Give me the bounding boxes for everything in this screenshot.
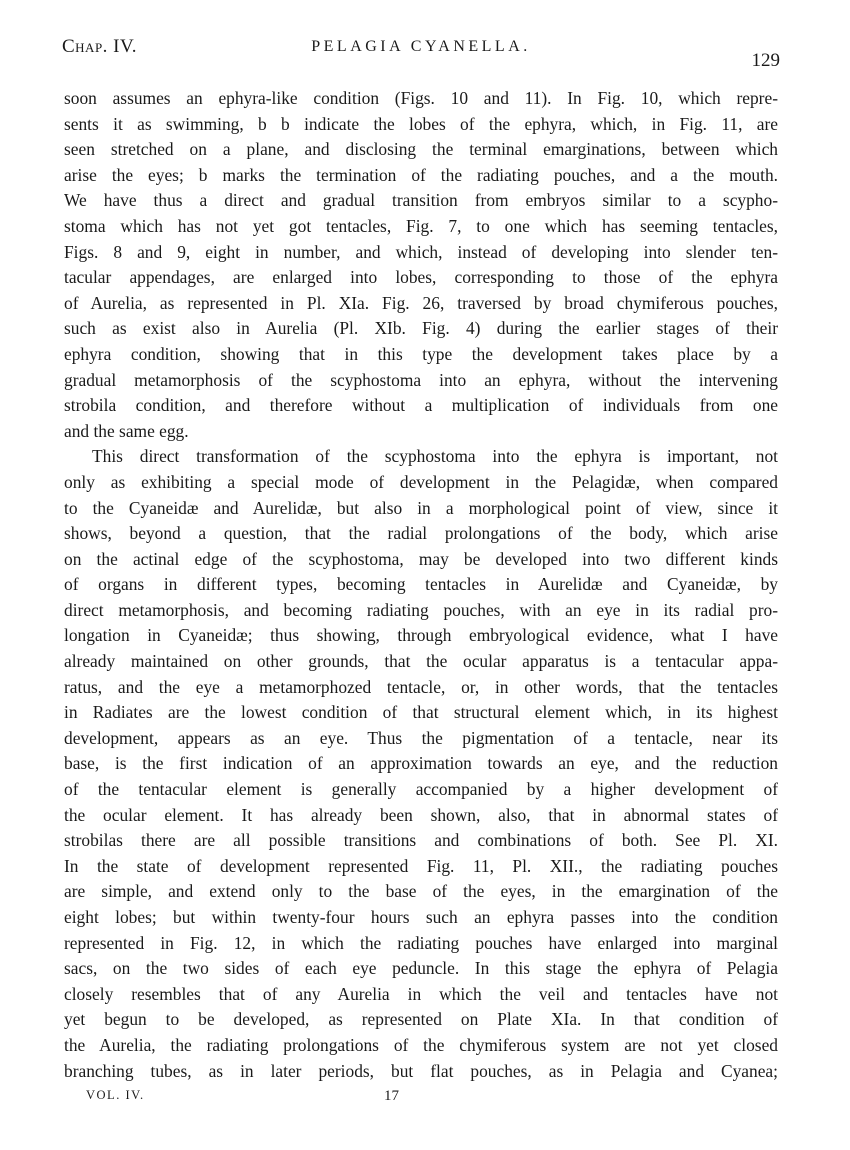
text-line: branching tubes, as in later periods, but flat pouches, as in Pelagia and Cyanea; [64,1060,778,1081]
text-line: are simple, and extend only to the base of the eyes, in the emargination of the [64,881,778,902]
text-line: and the same egg. [64,420,189,441]
text-line: sacs, on the two sides of each eye peduncle. In this stage the ephyra of Pelagia [64,958,778,979]
text-line: of Aurelia, as represented in Pl. XIa. Fig. 26, traversed by broad chymiferous pouches, [64,292,778,313]
text-line: tacular appendages, are enlarged into lobes, corresponding to those of the ephyra [64,267,778,288]
text-line: the ocular element. It has already been shown, also, that in abnormal states of [64,804,778,825]
volume-label: VOL. IV. [86,1088,145,1102]
text-line: strobilas there are all possible transitions and combinations of both. See Pl. XI. [64,830,778,851]
text-line: seen stretched on a plane, and disclosing the terminal emarginations, between which [64,139,778,160]
signature-mark: 17 [384,1088,399,1104]
text-line: gradual metamorphosis of the scyphostoma into an ephyra, without the intervening [64,369,778,390]
paragraph [64,444,778,1084]
text-line: represented in Fig. 12, in which the radiating pouches have enlarged into marginal [64,932,778,953]
running-title: PELAGIA CYANELLA. [311,38,531,55]
text-line: strobila condition, and therefore without a multiplication of individuals from one [64,395,778,416]
text-line: direct metamorphosis, and becoming radiating pouches, with an eye in its radial pro- [64,599,778,620]
text-line: development, appears as an eye. Thus the pigmentation of a tentacle, near its [64,727,778,748]
running-header [62,36,780,76]
text-line: Figs. 8 and 9, eight in number, and which, instead of developing into slender ten- [64,241,778,262]
text-line: of the tentacular element is generally accompanied by a higher development of [64,779,778,800]
text-line: such as exist also in Aurelia (Pl. XIb. Fig. 4) during the earlier stages of their [64,318,778,339]
text-line: longation in Cyaneidæ; thus showing, through embryological evidence, what I have [64,625,778,646]
text-line: only as exhibiting a special mode of development in the Pelagidæ, when compared [64,471,778,492]
paragraph [64,86,778,444]
body-text [64,86,778,1084]
text-line: eight lobes; but within twenty-four hours such an ephyra passes into the condition [64,907,778,927]
text-line: ratus, and the eye a metamorphozed tentacle, or, in other words, that the tentacles [64,676,778,697]
page-number: 129 [751,50,780,71]
text-line: arise the eyes; b marks the termination of the radiating pouches, and a the mouth. [64,164,778,185]
text-line: soon assumes an ephyra-like condition (Figs. 10 and 11). In Fig. 10, which repre- [64,88,778,108]
text-line: sents it as swimming, b b indicate the lobes of the ephyra, which, in Fig. 11, are [64,113,778,134]
text-line: closely resembles that of any Aurelia in which the veil and tentacles have not [64,983,778,1004]
text-line: stoma which has not yet got tentacles, Fig. 7, to one which has seeming tentacles, [64,215,778,236]
text-line: in Radiates are the lowest condition of that structural element which, in its highest [64,702,778,723]
text-line: yet begun to be developed, as represented on Plate XIa. In that condition of [64,1009,778,1030]
chapter-label: Chap. IV. [62,36,138,57]
text-line: on the actinal edge of the scyphostoma, may be developed into two different kinds [64,548,778,569]
text-line: of organs in different types, becoming tentacles in Aurelidæ and Cyaneidæ, by [64,574,778,595]
text-line: ephyra condition, showing that in this type the development takes place by a [64,343,778,364]
text-line: to the Cyaneidæ and Aurelidæ, but also in a morphological point of view, since it [64,497,778,518]
text-line: We have thus a direct and gradual transition from embryos similar to a scypho- [64,190,778,211]
text-line: base, is the first indication of an approximation towards an eye, and the reduction [64,753,778,774]
text-line: already maintained on other grounds, that the ocular apparatus is a tentacular appa- [64,651,778,672]
text-line: In the state of development represented Fig. 11, Pl. XII., the radiating pouches [64,855,778,876]
text-line: shows, beyond a question, that the radial prolongations of the body, which arise [64,523,778,544]
text-line: This direct transformation of the scyphostoma into the ephyra is important, not [92,446,778,467]
text-line: the Aurelia, the radiating prolongations of the chymiferous system are not yet closed [64,1034,778,1055]
page-footer [64,1088,778,1112]
